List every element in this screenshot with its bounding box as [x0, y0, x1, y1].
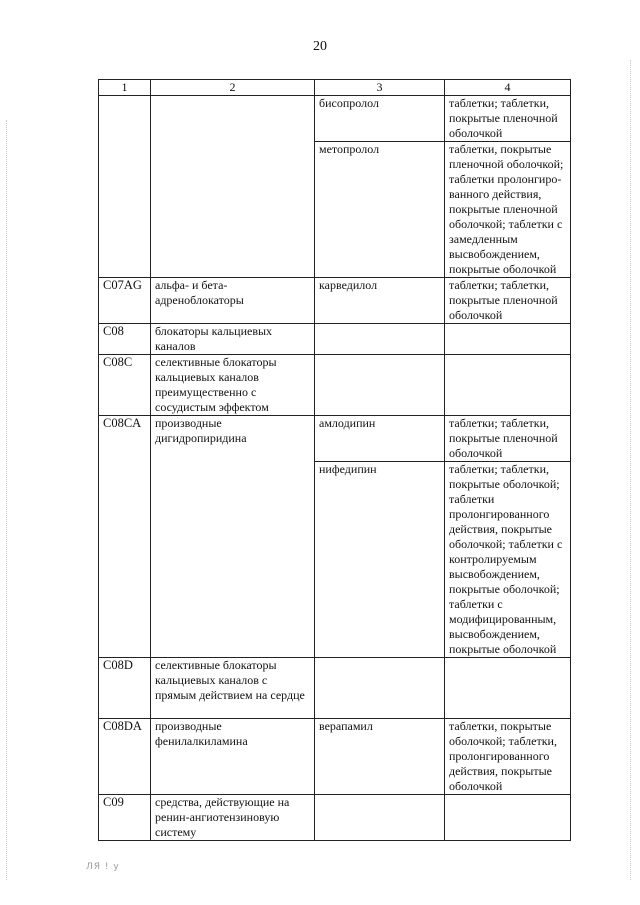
group-name-cell: селективные блокаторы кальциевых каналов с прямым действием на сердце — [151, 658, 315, 719]
dosage-form-cell — [445, 795, 571, 841]
drug-table — [98, 79, 571, 841]
group-name-cell: производные фенилалкиламина — [151, 719, 315, 795]
dosage-form-cell: таблетки; таблетки, покрытые оболочкой; таблетки пролонгированного действия, покрытые оболочкой; таблетки с контролируемым высвобождением, покрытые оболочкой; таблетки с модифицированным, высвобождением, покрытые оболочкой — [445, 462, 571, 658]
page-number: 20 — [313, 39, 327, 54]
dosage-form-cell — [445, 658, 571, 719]
dosage-form-cell: таблетки; таблетки, покрытые пленочной оболочкой — [445, 96, 571, 142]
dosage-form-cell — [445, 324, 571, 355]
group-name-cell: альфа- и бета-адреноблокаторы — [151, 278, 315, 324]
table-row — [99, 795, 571, 841]
group-name-cell — [151, 96, 315, 278]
atc-code-cell: C08CA — [99, 416, 151, 658]
drug-name-cell: карведилол — [315, 278, 445, 324]
table-row — [99, 355, 571, 416]
atc-code-cell: C08C — [99, 355, 151, 416]
table-row — [99, 416, 571, 462]
drug-name-cell — [315, 324, 445, 355]
drug-name-cell — [315, 658, 445, 719]
group-name-cell: производные дигидропиридина — [151, 416, 315, 658]
table-row — [99, 658, 571, 719]
drug-name-cell: верапамил — [315, 719, 445, 795]
drug-name-cell: метопролол — [315, 142, 445, 278]
table-header-row — [99, 80, 571, 96]
group-name-cell: блокаторы кальциевых каналов — [151, 324, 315, 355]
group-name-cell: селективные блокаторы кальциевых каналов преимущественно с сосудистым эффектом — [151, 355, 315, 416]
group-name-cell: средства, действующие на ренин-ангиотензиновую систему — [151, 795, 315, 841]
table-row — [99, 719, 571, 795]
atc-code-cell — [99, 96, 151, 278]
drug-name-cell: амлодипин — [315, 416, 445, 462]
column-header-4: 4 — [445, 80, 571, 96]
column-header-2: 2 — [151, 80, 315, 96]
atc-code-cell: C08D — [99, 658, 151, 719]
table-row — [99, 96, 571, 142]
table-row — [99, 324, 571, 355]
atc-code-cell: C08 — [99, 324, 151, 355]
drug-name-cell — [315, 795, 445, 841]
dosage-form-cell: таблетки; таблетки, покрытые пленочной оболочкой — [445, 416, 571, 462]
atc-code-cell: C07AG — [99, 278, 151, 324]
atc-code-cell: C09 — [99, 795, 151, 841]
dosage-form-cell: таблетки; таблетки, покрытые пленочной оболочкой — [445, 278, 571, 324]
table-row — [99, 278, 571, 324]
dosage-form-cell — [445, 355, 571, 416]
column-header-3: 3 — [315, 80, 445, 96]
column-header-1: 1 — [99, 80, 151, 96]
drug-name-cell: бисопролол — [315, 96, 445, 142]
scan-edge-left — [6, 120, 8, 880]
scan-edge-right — [630, 60, 632, 880]
dosage-form-cell: таблетки, покрытые пленочной оболочкой; таблетки пролонгиро-ванного действия, покрытые пленочной оболочкой; таблетки с замедленным высвобождением, покрытые оболочкой — [445, 142, 571, 278]
scan-mark: ЛЯ ! у — [86, 862, 120, 872]
drug-name-cell — [315, 355, 445, 416]
atc-code-cell: C08DA — [99, 719, 151, 795]
drug-name-cell: нифедипин — [315, 462, 445, 658]
dosage-form-cell: таблетки, покрытые оболочкой; таблетки, пролонгированного действия, покрытые оболочкой — [445, 719, 571, 795]
